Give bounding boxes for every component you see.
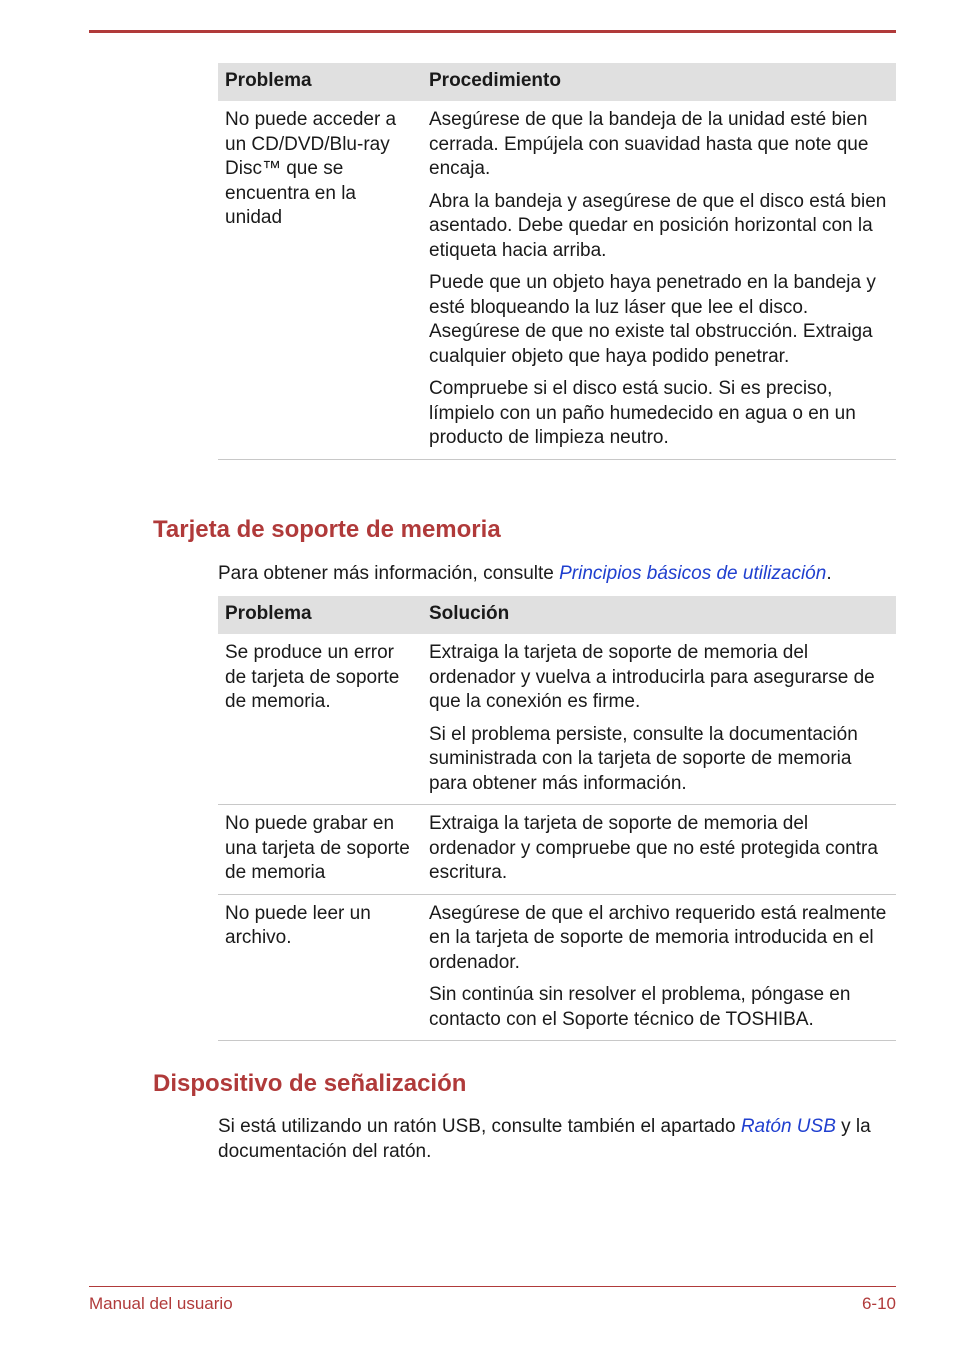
table-row [218, 894, 896, 1041]
table-row [218, 101, 896, 459]
solution-cell [422, 634, 896, 805]
solution-step: Asegúrese de que la bandeja de la unidad esté bien cerrada. Empújela con suavidad hasta que note que encaja. [429, 109, 869, 179]
pointing-device-heading: Dispositivo de señalización [153, 1070, 467, 1097]
solution-step: Si el problema persiste, consulte la documentación suministrada con la tarjeta de soporte de memoria para obtener más información. [429, 723, 858, 794]
solution-step: Compruebe si el disco está sucio. Si es preciso, límpielo con un paño humedecido en agua o en un producto de limpieza neutro. [429, 378, 856, 448]
footer-manual-title: Manual del usuario [89, 1294, 233, 1313]
optical-drive-table [218, 63, 896, 460]
memory-card-heading: Tarjeta de soporte de memoria [153, 516, 501, 543]
table-row [218, 805, 896, 895]
solution-step: Sin continúa sin resolver el problema, póngase en contacto con el Soporte técnico de TOSHIBA. [429, 984, 851, 1030]
pointing-text: Si está utilizando un ratón USB, consulte también el apartado [218, 1116, 741, 1137]
column-header-procedure: Procedimiento [422, 63, 896, 101]
problem-cell: Se produce un error de tarjeta de soporte de memoria. [218, 634, 422, 805]
basics-link[interactable]: Principios básicos de utilización [559, 563, 827, 584]
memory-card-table [218, 596, 896, 1041]
solution-cell [422, 894, 896, 1041]
solution-cell [422, 805, 896, 895]
table-header-row [218, 63, 896, 101]
column-header-problem: Problema [218, 63, 422, 101]
solution-step: Asegúrese de que el archivo requerido está realmente en la tarjeta de soporte de memoria introducida en el ordenador. [429, 902, 887, 973]
problem-cell: No puede leer un archivo. [218, 894, 422, 1041]
top-rule [89, 30, 896, 33]
problem-cell: No puede grabar en una tarjeta de soporte de memoria [218, 805, 422, 895]
table-header-row [218, 596, 896, 634]
solution-step: Abra la bandeja y asegúrese de que el disco está bien asentado. Debe quedar en posición horizontal con la etiqueta hacia arriba. [429, 190, 887, 261]
column-header-solution: Solución [422, 596, 896, 634]
memory-card-table-wrapper [218, 596, 896, 1041]
footer-page-number: 6-10 [861, 1294, 896, 1313]
solution-step: Extraiga la tarjeta de soporte de memoria del ordenador y vuelva a introducirla para asegurarse de que la conexión es firme. [429, 642, 875, 712]
pointing-text-end: y la documentación del ratón. [218, 1116, 871, 1162]
problem-cell: No puede acceder a un CD/DVD/Blu-ray Disc™ que se encuentra en la unidad [218, 101, 422, 459]
solution-step: Extraiga la tarjeta de soporte de memoria del ordenador y compruebe que no esté protegida contra escritura. [429, 813, 878, 883]
pointing-device-text [218, 1114, 898, 1164]
memory-card-intro [218, 561, 898, 586]
table-row [218, 634, 896, 805]
bottom-rule [89, 1286, 896, 1287]
column-header-problem: Problema [218, 596, 422, 634]
solution-cell [422, 101, 896, 459]
intro-text: Para obtener más información, consulte [218, 563, 560, 584]
intro-period: . [826, 563, 832, 584]
usb-mouse-link[interactable]: Ratón USB [740, 1116, 836, 1137]
optical-drive-table-wrapper [218, 63, 896, 460]
solution-step: Puede que un objeto haya penetrado en la bandeja y esté bloqueando la luz láser que lee el disco. Asegúrese de que no existe tal obstrucción. Extraiga cualquier objeto que haya podido penetrar. [429, 272, 876, 367]
